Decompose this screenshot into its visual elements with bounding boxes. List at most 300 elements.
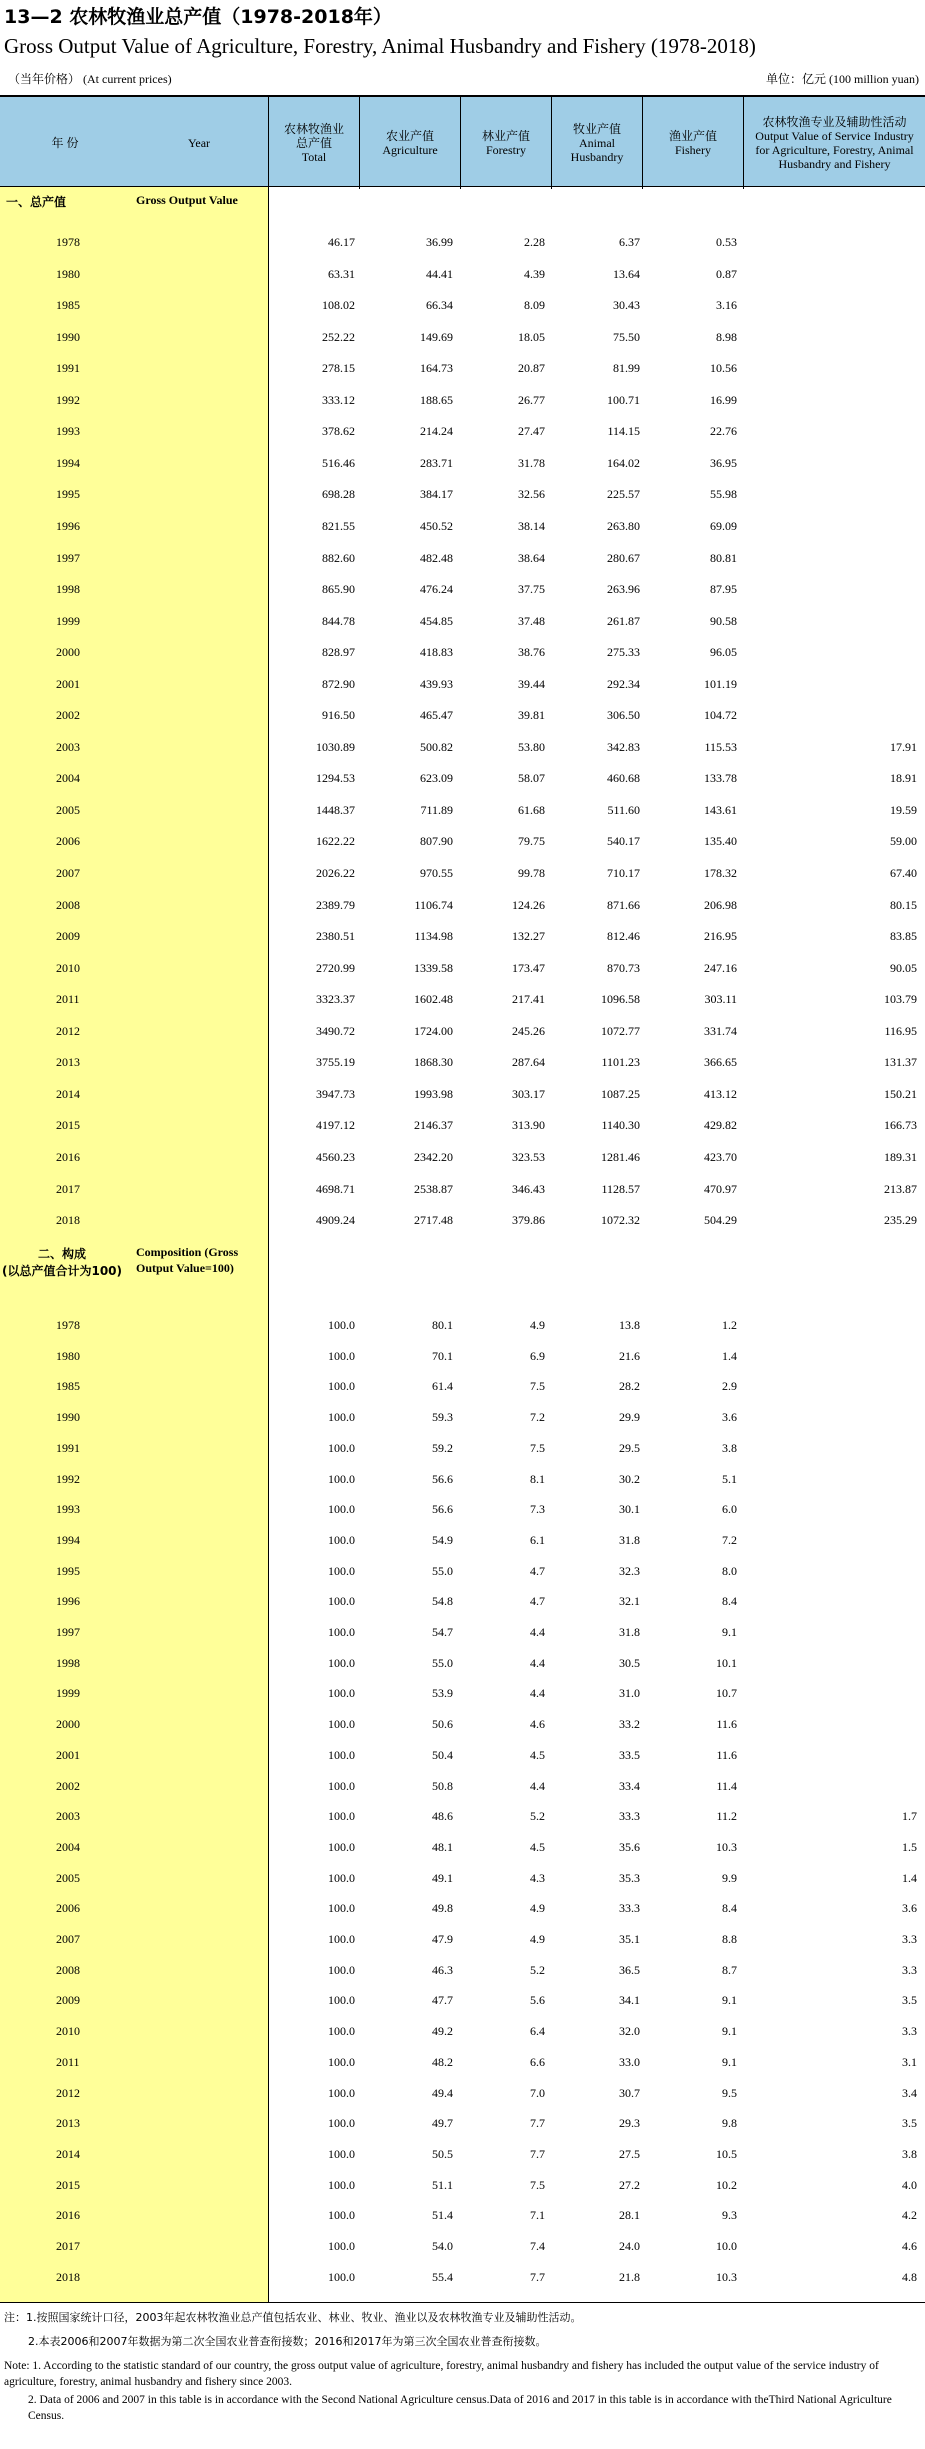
animal-husbandry-value: 31.0: [619, 1686, 640, 1701]
fishery-value: 55.98: [710, 487, 737, 502]
fishery-value: 5.1: [722, 1471, 737, 1486]
table-row: [0, 1340, 925, 1372]
table-row: [0, 699, 925, 731]
total-value: 2720.99: [316, 960, 355, 975]
forestry-value: 7.7: [530, 2116, 545, 2131]
total-value: 100.0: [328, 1870, 355, 1885]
total-value: 100.0: [328, 1410, 355, 1425]
table-header: [0, 95, 925, 187]
fishery-value: 7.2: [722, 1532, 737, 1547]
animal-husbandry-value: 1140.30: [601, 1118, 640, 1133]
animal-husbandry-value: 870.73: [607, 960, 640, 975]
fishery-value: 8.0: [722, 1563, 737, 1578]
agriculture-value: 50.4: [432, 1747, 453, 1762]
fishery-value: 10.3: [716, 2269, 737, 2284]
forestry-value: 38.76: [518, 645, 545, 660]
forestry-value: 4.4: [530, 1686, 545, 1701]
table-row: [0, 1173, 925, 1205]
row-year: 2002: [56, 1778, 80, 1793]
agriculture-value: 66.34: [426, 298, 453, 313]
forestry-value: 4.4: [530, 1655, 545, 1670]
animal-husbandry-value: 114.15: [607, 424, 640, 439]
fishery-value: 206.98: [704, 897, 737, 912]
table-row: [0, 983, 925, 1015]
table-row: [0, 731, 925, 763]
animal-husbandry-value: 29.9: [619, 1410, 640, 1425]
agriculture-value: 49.4: [432, 2085, 453, 2100]
fishery-value: 0.53: [716, 235, 737, 249]
table-row: [0, 1109, 925, 1141]
fishery-value: 9.1: [722, 2054, 737, 2069]
table-row: [0, 258, 925, 290]
animal-husbandry-value: 263.96: [607, 582, 640, 597]
service-value: 103.79: [884, 992, 917, 1007]
agriculture-value: 482.48: [420, 550, 453, 565]
service-value: 67.40: [890, 866, 917, 880]
total-value: 100.0: [328, 1379, 355, 1394]
animal-husbandry-value: 261.87: [607, 613, 640, 628]
forestry-value: 7.4: [530, 2239, 545, 2253]
table-row: [0, 920, 925, 952]
fishery-value: 104.72: [704, 708, 737, 723]
forestry-value: 20.87: [518, 361, 545, 376]
header-service: 农林牧渔专业及辅助性活动 Output Value of Service Industry for Agriculture, Forestry, Animal Husbandry and Fishery: [755, 115, 914, 171]
table-row: [0, 1739, 925, 1771]
row-year: 2012: [56, 2085, 80, 2100]
page-title-en: Gross Output Value of Agriculture, Forestry, Animal Husbandry and Fishery (1978-2018): [4, 34, 756, 58]
forestry-value: 6.9: [530, 1348, 545, 1363]
fishery-value: 1.2: [722, 1318, 737, 1332]
table-row: [0, 1555, 925, 1587]
row-year: 1996: [56, 518, 80, 533]
fishery-value: 135.40: [704, 834, 737, 849]
agriculture-value: 59.3: [432, 1410, 453, 1425]
agriculture-value: 2146.37: [414, 1118, 453, 1133]
animal-husbandry-value: 1096.58: [601, 992, 640, 1007]
fishery-value: 504.29: [704, 1213, 737, 1228]
forestry-value: 4.3: [530, 1870, 545, 1885]
header-total: 农林牧渔业 总产值 Total: [283, 122, 344, 164]
fishery-value: 11.6: [716, 1717, 737, 1732]
agriculture-value: 970.55: [420, 866, 453, 880]
forestry-value: 58.07: [518, 771, 545, 786]
service-value: 59.00: [890, 834, 917, 849]
forestry-value: 5.6: [530, 1993, 545, 2008]
agriculture-value: 54.8: [432, 1594, 453, 1609]
animal-husbandry-value: 24.0: [619, 2239, 640, 2253]
animal-husbandry-value: 32.1: [619, 1594, 640, 1609]
agriculture-value: 46.3: [432, 1962, 453, 1977]
forestry-value: 132.27: [512, 929, 545, 944]
header-year-en: Year: [187, 136, 211, 150]
agriculture-value: 53.9: [432, 1686, 453, 1701]
total-value: 4197.12: [316, 1118, 355, 1133]
row-year: 2000: [56, 645, 80, 660]
service-value: 235.29: [884, 1213, 917, 1228]
total-value: 100.0: [328, 1594, 355, 1609]
total-value: 865.90: [322, 582, 355, 597]
page-title-cn: 13—2 农林牧渔业总产值（1978-2018年）: [4, 6, 392, 28]
row-year: 1994: [56, 455, 80, 470]
forestry-value: 6.1: [530, 1532, 545, 1547]
animal-husbandry-value: 29.3: [619, 2116, 640, 2131]
fishery-value: 8.98: [716, 329, 737, 344]
unit-note: 单位：亿元 (100 million yuan): [766, 72, 919, 86]
table-row: [0, 1831, 925, 1863]
service-value: 1.5: [902, 1839, 917, 1854]
header-year-cn: 年 份: [51, 136, 79, 150]
animal-husbandry-value: 306.50: [607, 708, 640, 723]
table-row: [0, 1524, 925, 1556]
table-row: [0, 2138, 925, 2170]
row-year: 2006: [56, 834, 80, 849]
service-value: 116.95: [884, 1023, 917, 1038]
row-year: 2005: [56, 1870, 80, 1885]
table-row: [0, 1585, 925, 1617]
fishery-value: 303.11: [704, 992, 737, 1007]
row-year: 1998: [56, 1655, 80, 1670]
agriculture-value: 49.1: [432, 1870, 453, 1885]
total-value: 100.0: [328, 2085, 355, 2100]
fishery-value: 133.78: [704, 771, 737, 786]
forestry-value: 7.0: [530, 2085, 545, 2100]
agriculture-value: 188.65: [420, 392, 453, 407]
fishery-value: 3.16: [716, 298, 737, 313]
total-value: 100.0: [328, 2024, 355, 2039]
forestry-value: 39.81: [518, 708, 545, 723]
total-value: 100.0: [328, 2054, 355, 2069]
table-row: [0, 415, 925, 447]
forestry-value: 39.44: [518, 676, 545, 691]
fishery-value: 429.82: [704, 1118, 737, 1133]
service-value: 1.4: [902, 1870, 917, 1885]
table-row: [0, 605, 925, 637]
row-year: 2015: [56, 1118, 80, 1133]
forestry-value: 4.9: [530, 1932, 545, 1946]
animal-husbandry-value: 13.8: [619, 1318, 640, 1332]
fishery-value: 10.1: [716, 1655, 737, 1670]
forestry-value: 5.2: [530, 1962, 545, 1977]
fishery-value: 96.05: [710, 645, 737, 660]
agriculture-value: 59.2: [432, 1440, 453, 1455]
note-en-2: 2. Data of 2006 and 2007 in this table is in accordance with the Second National Agriculture census.Data of 2016 and 2017 in this table is in accordance with theThird National Agriculture Census.: [28, 2394, 892, 2422]
animal-husbandry-value: 28.1: [619, 2208, 640, 2223]
fishery-value: 9.1: [722, 1993, 737, 2008]
forestry-value: 7.5: [530, 1440, 545, 1455]
agriculture-value: 70.1: [432, 1348, 453, 1363]
animal-husbandry-value: 35.6: [619, 1839, 640, 1854]
forestry-value: 6.4: [530, 2024, 545, 2039]
total-value: 828.97: [322, 645, 355, 660]
fishery-value: 366.65: [704, 1055, 737, 1070]
fishery-value: 9.9: [722, 1870, 737, 1885]
row-year: 2006: [56, 1901, 80, 1916]
animal-husbandry-value: 1072.32: [601, 1213, 640, 1228]
fishery-value: 10.2: [716, 2177, 737, 2192]
row-year: 1998: [56, 582, 80, 597]
row-year: 1985: [56, 1379, 80, 1394]
agriculture-value: 56.6: [432, 1502, 453, 1517]
total-value: 100.0: [328, 1318, 355, 1332]
agriculture-value: 55.0: [432, 1563, 453, 1578]
row-year: 2016: [56, 1149, 80, 1164]
row-year: 1999: [56, 1686, 80, 1701]
row-year: 2010: [56, 2024, 80, 2039]
forestry-value: 37.48: [518, 613, 545, 628]
total-value: 100.0: [328, 1932, 355, 1946]
table-row: [0, 2107, 925, 2139]
animal-husbandry-value: 33.2: [619, 1717, 640, 1732]
table-row: [0, 1015, 925, 1047]
data-table: [0, 95, 925, 2302]
total-value: 3490.72: [316, 1023, 355, 1038]
service-value: 166.73: [884, 1118, 917, 1133]
total-value: 100.0: [328, 1839, 355, 1854]
fishery-value: 2.9: [722, 1379, 737, 1394]
agriculture-value: 50.6: [432, 1717, 453, 1732]
agriculture-value: 149.69: [420, 329, 453, 344]
table-row: [0, 573, 925, 605]
row-year: 2001: [56, 1747, 80, 1762]
total-value: 882.60: [322, 550, 355, 565]
forestry-value: 7.1: [530, 2208, 545, 2223]
table-row: [0, 2015, 925, 2047]
agriculture-value: 36.99: [426, 235, 453, 249]
total-value: 100.0: [328, 2269, 355, 2284]
forestry-value: 2.28: [524, 235, 545, 249]
forestry-value: 32.56: [518, 487, 545, 502]
animal-husbandry-value: 1128.57: [601, 1181, 640, 1196]
agriculture-value: 214.24: [420, 424, 453, 439]
animal-husbandry-value: 34.1: [619, 1993, 640, 2008]
total-value: 1030.89: [316, 739, 355, 754]
total-value: 1294.53: [316, 771, 355, 786]
table-row: [0, 1432, 925, 1464]
row-year: 2013: [56, 2116, 80, 2131]
animal-husbandry-value: 511.60: [607, 802, 640, 817]
total-value: 100.0: [328, 1962, 355, 1977]
animal-husbandry-value: 31.8: [619, 1625, 640, 1639]
fishery-value: 8.4: [722, 1901, 737, 1916]
fishery-value: 69.09: [710, 518, 737, 533]
total-value: 821.55: [322, 518, 355, 533]
service-value: 213.87: [884, 1181, 917, 1196]
fishery-value: 9.8: [722, 2116, 737, 2131]
agriculture-value: 450.52: [420, 518, 453, 533]
animal-husbandry-value: 6.37: [619, 235, 640, 249]
forestry-value: 4.9: [530, 1318, 545, 1332]
total-value: 100.0: [328, 2177, 355, 2192]
agriculture-value: 2538.87: [414, 1181, 453, 1196]
agriculture-value: 164.73: [420, 361, 453, 376]
fishery-value: 247.16: [704, 960, 737, 975]
fishery-value: 10.0: [716, 2239, 737, 2253]
total-value: 100.0: [328, 1747, 355, 1762]
row-year: 2003: [56, 1809, 80, 1824]
table-row: [0, 2169, 925, 2201]
row-year: 1990: [56, 329, 80, 344]
header-forestry: 林业产值 Forestry: [481, 129, 530, 157]
agriculture-value: 1724.00: [414, 1023, 453, 1038]
agriculture-value: 61.4: [432, 1379, 453, 1394]
fishery-value: 331.74: [704, 1023, 737, 1038]
total-value: 872.90: [322, 676, 355, 691]
animal-husbandry-value: 460.68: [607, 771, 640, 786]
fishery-value: 8.7: [722, 1962, 737, 1977]
animal-husbandry-value: 33.5: [619, 1747, 640, 1762]
forestry-value: 18.05: [518, 329, 545, 344]
forestry-value: 4.4: [530, 1625, 545, 1639]
total-value: 100.0: [328, 1440, 355, 1455]
row-year: 2004: [56, 1839, 80, 1854]
header-fishery: 渔业产值 Fishery: [668, 129, 717, 157]
agriculture-value: 44.41: [426, 266, 453, 281]
table-row: [0, 384, 925, 416]
forestry-value: 27.47: [518, 424, 545, 439]
agriculture-value: 500.82: [420, 739, 453, 754]
service-value: 19.59: [890, 802, 917, 817]
table-row: [0, 1984, 925, 2016]
row-year: 2013: [56, 1055, 80, 1070]
agriculture-value: 48.2: [432, 2054, 453, 2069]
fishery-value: 413.12: [704, 1086, 737, 1101]
total-value: 100.0: [328, 1993, 355, 2008]
row-year: 1997: [56, 1625, 80, 1639]
service-value: 4.0: [902, 2177, 917, 2192]
row-year: 2004: [56, 771, 80, 786]
row-year: 1992: [56, 1471, 80, 1486]
animal-husbandry-value: 29.5: [619, 1440, 640, 1455]
row-year: 1993: [56, 424, 80, 439]
fishery-value: 90.58: [710, 613, 737, 628]
agriculture-value: 807.90: [420, 834, 453, 849]
agriculture-value: 1134.98: [414, 929, 453, 944]
note-en-1: Note: 1. According to the statistic standard of our country, the gross output value of agriculture, forestry, animal husbandry and fishery has included the output value of the service industry of agriculture, forestry, animal husbandry and fishery since 2003.: [4, 2360, 879, 2388]
agriculture-value: 418.83: [420, 645, 453, 660]
row-year: 1990: [56, 1410, 80, 1425]
service-value: 189.31: [884, 1149, 917, 1164]
forestry-value: 99.78: [518, 866, 545, 880]
forestry-value: 5.2: [530, 1809, 545, 1824]
animal-husbandry-value: 33.0: [619, 2054, 640, 2069]
fishery-value: 8.4: [722, 1594, 737, 1609]
agriculture-value: 54.9: [432, 1532, 453, 1547]
service-value: 17.91: [890, 739, 917, 754]
table-row: [0, 2046, 925, 2078]
forestry-value: 287.64: [512, 1055, 545, 1070]
table-row: [0, 1204, 925, 1236]
agriculture-value: 47.9: [432, 1932, 453, 1946]
fishery-value: 6.0: [722, 1502, 737, 1517]
forestry-value: 7.3: [530, 1502, 545, 1517]
row-year: 2002: [56, 708, 80, 723]
table-row: [0, 1078, 925, 1110]
animal-husbandry-value: 33.4: [619, 1778, 640, 1793]
agriculture-value: 439.93: [420, 676, 453, 691]
table-row: [0, 1677, 925, 1709]
forestry-value: 7.2: [530, 1410, 545, 1425]
animal-husbandry-value: 871.66: [607, 897, 640, 912]
service-value: 3.1: [902, 2054, 917, 2069]
service-value: 3.4: [902, 2085, 917, 2100]
table-row: [0, 762, 925, 794]
service-value: 18.91: [890, 771, 917, 786]
row-year: 2017: [56, 2239, 80, 2253]
row-year: 1995: [56, 487, 80, 502]
service-value: 3.3: [902, 1932, 917, 1946]
row-year: 2001: [56, 676, 80, 691]
forestry-value: 8.1: [530, 1471, 545, 1486]
table-row: [0, 1401, 925, 1433]
total-value: 46.17: [328, 235, 355, 249]
animal-husbandry-value: 30.1: [619, 1502, 640, 1517]
fishery-value: 87.95: [710, 582, 737, 597]
total-value: 100.0: [328, 1778, 355, 1793]
service-value: 3.6: [902, 1901, 917, 1916]
agriculture-value: 55.4: [432, 2269, 453, 2284]
service-value: 131.37: [884, 1055, 917, 1070]
table-row: [0, 1647, 925, 1679]
total-value: 1622.22: [316, 834, 355, 849]
fishery-value: 9.5: [722, 2085, 737, 2100]
fishery-value: 36.95: [710, 455, 737, 470]
total-value: 100.0: [328, 1686, 355, 1701]
row-year: 2000: [56, 1717, 80, 1732]
total-value: 108.02: [322, 298, 355, 313]
animal-husbandry-value: 710.17: [607, 866, 640, 880]
forestry-value: 38.64: [518, 550, 545, 565]
total-value: 3323.37: [316, 992, 355, 1007]
agriculture-value: 454.85: [420, 613, 453, 628]
animal-husbandry-value: 35.1: [619, 1932, 640, 1946]
agriculture-value: 51.1: [432, 2177, 453, 2192]
fishery-value: 9.1: [722, 2024, 737, 2039]
service-value: 80.15: [890, 897, 917, 912]
total-value: 100.0: [328, 1717, 355, 1732]
fishery-value: 10.3: [716, 1839, 737, 1854]
row-year: 2008: [56, 897, 80, 912]
fishery-value: 10.7: [716, 1686, 737, 1701]
row-year: 1999: [56, 613, 80, 628]
total-value: 100.0: [328, 2208, 355, 2223]
total-value: 4560.23: [316, 1149, 355, 1164]
row-year: 2011: [56, 992, 80, 1007]
agriculture-value: 1602.48: [414, 992, 453, 1007]
total-value: 100.0: [328, 1625, 355, 1639]
total-value: 2389.79: [316, 897, 355, 912]
service-value: 3.8: [902, 2146, 917, 2161]
agriculture-value: 47.7: [432, 1993, 453, 2008]
forestry-value: 346.43: [512, 1181, 545, 1196]
table-row: [0, 1370, 925, 1402]
animal-husbandry-value: 33.3: [619, 1809, 640, 1824]
row-year: 2016: [56, 2208, 80, 2223]
animal-husbandry-value: 81.99: [613, 361, 640, 376]
fishery-value: 9.1: [722, 1625, 737, 1639]
animal-husbandry-value: 1101.23: [601, 1055, 640, 1070]
animal-husbandry-value: 164.02: [607, 455, 640, 470]
total-value: 100.0: [328, 1655, 355, 1670]
agriculture-value: 2717.48: [414, 1213, 453, 1228]
table-row: [0, 1493, 925, 1525]
table-row: [0, 636, 925, 668]
forestry-value: 4.7: [530, 1563, 545, 1578]
fishery-value: 10.5: [716, 2146, 737, 2161]
table-row: [0, 889, 925, 921]
total-value: 916.50: [322, 708, 355, 723]
total-value: 100.0: [328, 1563, 355, 1578]
fishery-value: 22.76: [710, 424, 737, 439]
